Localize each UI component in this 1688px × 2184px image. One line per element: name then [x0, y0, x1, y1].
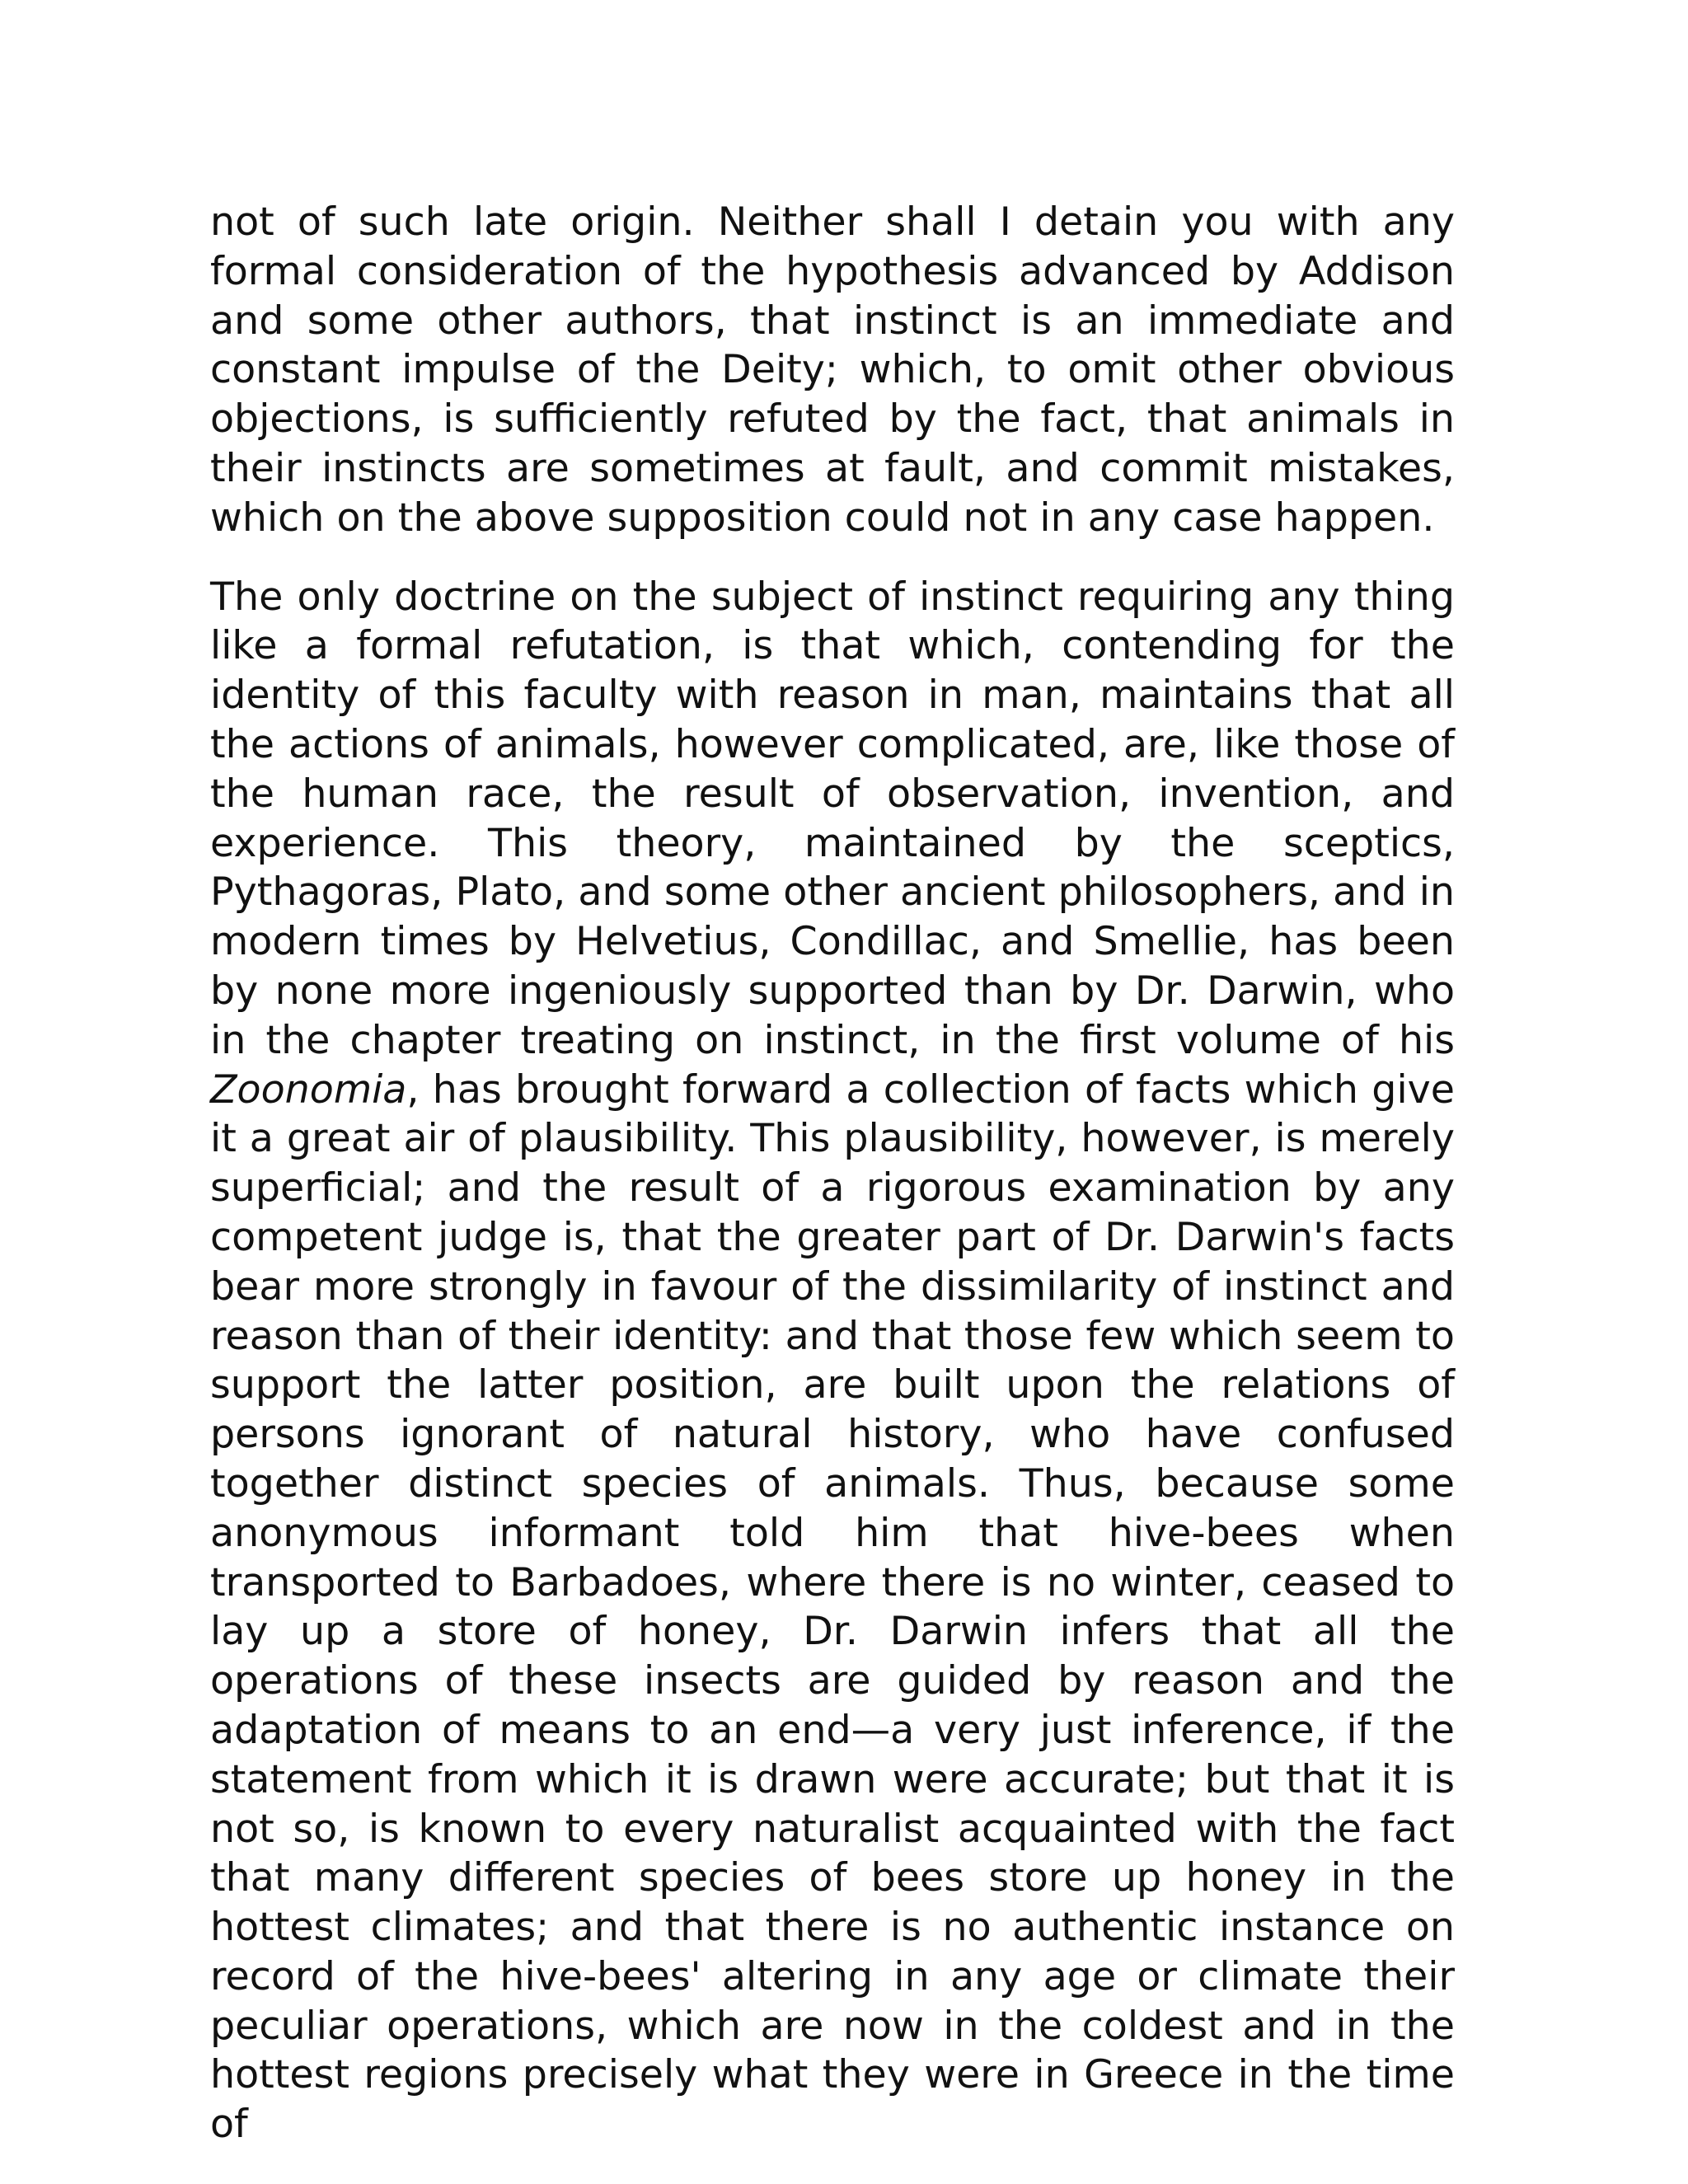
- paragraph-1: [210, 198, 1455, 543]
- paragraph-2-text-after: , has brought forward a collection of facts which give it a great air of plausibility. This plausibility, however, is merely superficial; and the result of a rigorous examination by any competent judge is, that the greater part of Dr. Darwin's facts bear more strongly in favour of the dissimilarity of instinct and reason than of their identity: and that those few which seem to support the latter position, are built upon the relations of persons ignorant of natural history, who have confused together distinct species of animals. Thus, because some anonymous informant told him that hive-bees when transported to Barbadoes, where there is no winter, ceased to lay up a store of honey, Dr. Darwin infers that all the operations of these insects are guided by reason and the adaptation of means to an end—a very just inference, if the statement from which it is drawn were accurate; but that it is not so, is known to every naturalist acquainted with the fact that many different species of bees store up honey in the hottest climates; and that there is no authentic instance on record of the hive-bees' altering in any age or climate their peculiar operations, which are now in the coldest and in the hottest regions precisely what they were in Greece in the time of: [210, 1066, 1455, 2148]
- paragraph-2-text-before: The only doctrine on the subject of instinct requiring any thing like a formal refutation, is that which, contending for the identity of this faculty with reason in man, maintains that all the actions of animals, however complicated, are, like those of the human race, the result of observation, invention, and experience. This theory, maintained by the sceptics, Pythagoras, Plato, and some other ancient philosophers, and in modern times by Helvetius, Condillac, and Smellie, has been by none more ingeniously supported than by Dr. Darwin, who in the chapter treating on instinct, in the first volume of his: [210, 574, 1455, 1063]
- document-page: [210, 198, 1455, 2149]
- paragraph-1-text: not of such late origin. Neither shall I detain you with any formal consideration of the hypothesis advanced by Addison and some other authors, that instinct is an immediate and constant impulse of the Deity; which, to omit other obvious objections, is sufficiently refuted by the fact, that animals in their instincts are sometimes at fault, and commit mistakes, which on the above supposition could not in any case happen.: [210, 199, 1455, 541]
- book-title-zoonomia: Zoonomia: [210, 1066, 407, 1113]
- paragraph-2: [210, 573, 1455, 2150]
